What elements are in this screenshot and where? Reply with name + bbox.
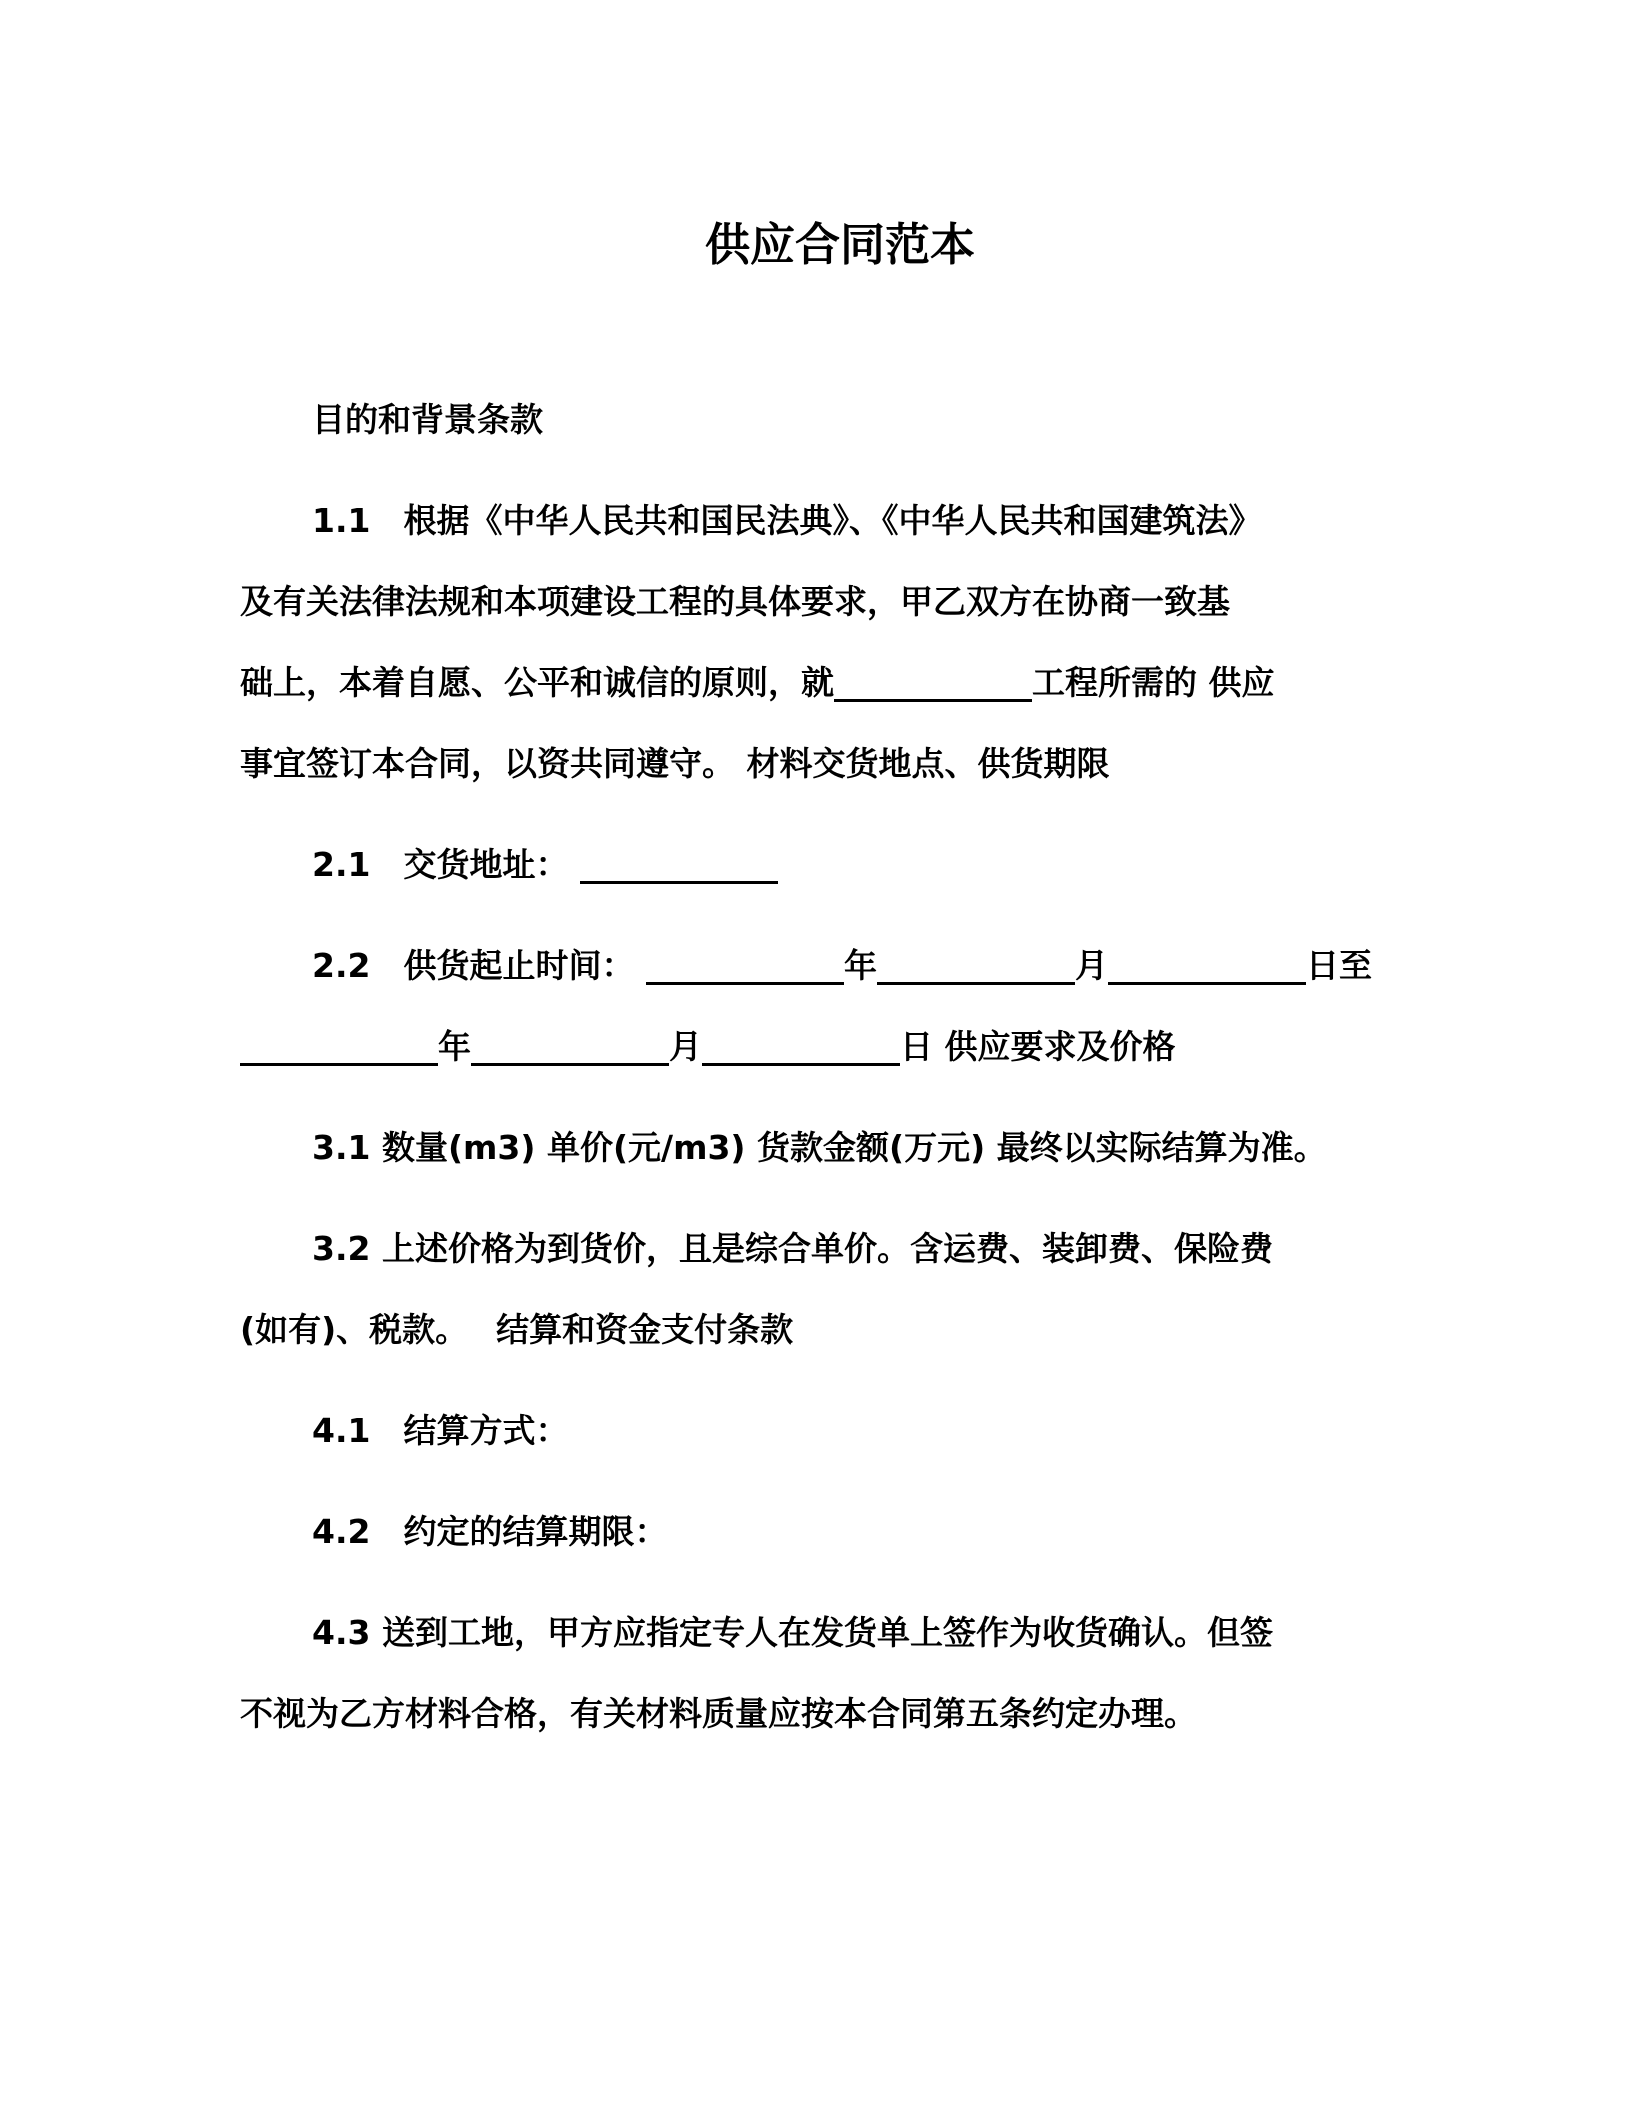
text-line: 础上，本着自愿、公平和诚信的原则，就____________工程所需的 供应	[240, 663, 1275, 702]
text-line: (如有)、税款。 结算和资金支付条款	[240, 1310, 794, 1349]
text-line: 不视为乙方材料合格，有关材料质量应按本合同第五条约定办理。	[240, 1694, 1197, 1733]
text-line: 事宜签订本合同，以资共同遵守。 材料交货地点、供货期限	[240, 744, 1110, 783]
clause-2-2	[240, 925, 1440, 1087]
clause-2-1	[240, 824, 1440, 905]
clause-3-2	[240, 1208, 1440, 1370]
text-line: 3.2 上述价格为到货价，且是综合单价。含运费、装卸费、保险费	[312, 1229, 1273, 1268]
document-title: 供应合同范本	[704, 218, 975, 271]
clause-4-2	[240, 1491, 1440, 1572]
text-line: 目的和背景条款	[312, 400, 543, 439]
clause-1-1	[240, 480, 1440, 804]
text-line: 1.1 根据《中华人民共和国民法典》、《中华人民共和国建筑法》	[312, 501, 1262, 540]
text-line: 3.1 数量(m3) 单价(元/m3) 货款金额(万元) 最终以实际结算为准。	[312, 1128, 1327, 1167]
text-line: 4.1 结算方式：	[312, 1411, 569, 1450]
clause-4-3	[240, 1592, 1440, 1754]
text-line: 及有关法律法规和本项建设工程的具体要求，甲乙双方在协商一致基	[240, 582, 1230, 621]
text-line: 4.2 约定的结算期限：	[312, 1512, 668, 1551]
clause-4-1	[240, 1390, 1440, 1471]
text-line: 4.3 送到工地，甲方应指定专人在发货单上签作为收货确认。但签	[312, 1613, 1273, 1652]
purpose-heading	[240, 379, 1440, 460]
clause-3-1	[240, 1107, 1440, 1188]
text-line: ____________年____________月____________日 供应要求及价格	[240, 1027, 1176, 1066]
text-line: 2.2 供货起止时间： ____________年____________月____________日至	[312, 946, 1372, 985]
text-line: 2.1 交货地址： ____________	[312, 845, 778, 884]
